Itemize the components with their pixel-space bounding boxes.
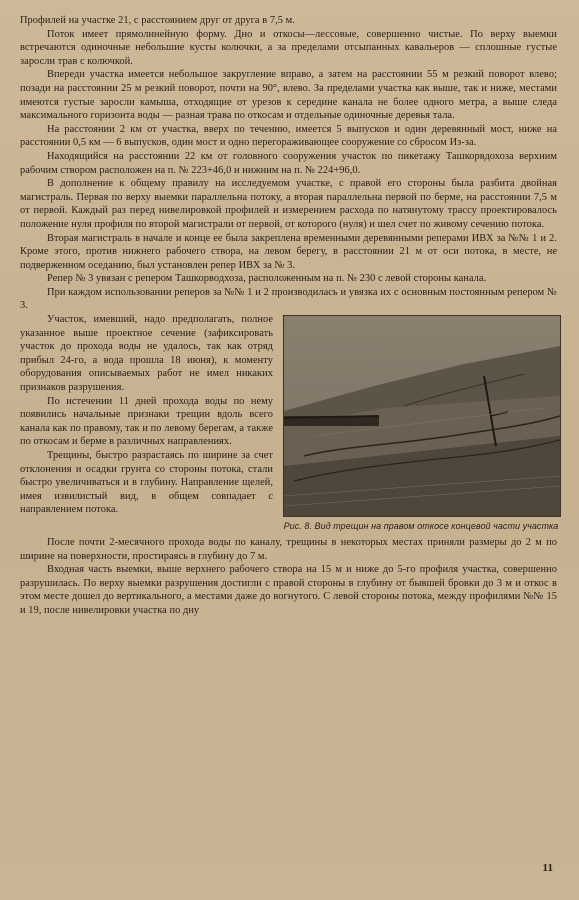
paragraph: Участок, имевший, надо предполагать, полное указанное выше проектное сечение (зафиксировать участок до прохода воды не удалось, так как отряд прибыл 24-го, а вода прошла 18 июня), к моменту оборудования описываемых работ не имел никаких признаков разрушения. xyxy=(20,314,273,394)
paragraph: Трещины, быстро разрастаясь по ширине за счет отклонения и осадки грунта со стороны потока, стали быстро увеличиваться и в глубину. Направление щелей, имея извилистый вид, в общем совпадает с направлением потока. xyxy=(20,450,273,516)
paragraph: Входная часть выемки, выше верхнего рабочего створа на 15 м и ниже до 5-го профиля участка, совершенно разрушилась. По верху выемки разрушения достигли с правой стороны в глубину от бывшей бровки до 3 м и откос в этом месте дошел до вертикального, а местами даже до вогнутого. С левой стороны потока, между профилями №№ 15 и 19, после нивелировки участка по дну xyxy=(20,564,557,617)
paragraph: По истечении 11 дней прохода воды по нему появились начальные признаки трещин вдоль всего канала как по правому, так и по левому берегам, а также по откосам и берме в различных направлениях. xyxy=(20,395,273,448)
paragraph: Поток имеет прямолинейную форму. Дно и откосы—лессовые, совершенно чистые. По верху выемки встречаются одиночные небольшие кусты колючки, а за пределами отсыпанных кавальеров — сплошные густые заросли трав с колючкой. xyxy=(20,28,557,67)
figure-caption: Рис. 8. Вид трещин на правом откосе концевой части участка xyxy=(283,521,559,532)
paragraph: На расстоянии 2 км от участка, вверх по течению, имеется 5 выпусков и один деревянный мост, ниже на расстоянии 0,5 км — 6 выпусков, один мост и одно перегораживающее сооружение со сбросом Из-за. xyxy=(20,123,557,149)
paragraph: Находящийся на расстоянии 22 км от головного сооружения участок по пикетажу Ташкорвдохоза верхним рабочим створом расположен на п. № 223+46,0 и нижним на п. № 224+96,0. xyxy=(20,150,557,176)
paragraph: Впереди участка имеется небольшое закругление вправо, а затем на расстоянии 55 м резкий поворот влево; позади на расстоянии 25 м резкий поворот, почти на 90°, влево. За пределами участка как выше, так и ниже, местами имеются густые заросли камыша, отходящие от урезов к середине канала не более одного метра, а выше следа максимального горизонта воды — разная трава по откосам и отдельные одиночные деревья тала. xyxy=(20,69,557,122)
paragraph: Репер № 3 увязан с репером Ташкорводхоза, расположенным на п. № 230 с левой стороны канала. xyxy=(47,273,487,285)
crack-photo xyxy=(283,315,561,517)
paragraph: После почти 2-месячного прохода воды по каналу, трещины в некоторых местах приняли размеры до 2 м по ширине на поверхности, простираясь в глубину до 7 м. xyxy=(20,537,557,562)
paragraph: Профилей на участке 21, с расстоянием друг от друга в 7,5 м. xyxy=(20,15,295,26)
paragraph: Вторая магистраль в начале и конце ее была закреплена временными деревянными реперами ИВХ за №№ 1 и 2. Кроме этого, против нижнего рабочего створа, на левом берегу, в расстоянии 21 м от оси потока, в месте, не подверженном оседанию, был установлен репер ИВХ за № 3. xyxy=(20,232,557,271)
page-number: 11 xyxy=(542,862,553,875)
paragraph: При каждом использовании реперов за №№ 1 и 2 производилась и увязка их с основным постоянным репером № 3. xyxy=(20,286,557,312)
figure xyxy=(283,315,559,532)
paragraph: В дополнение к общему правилу на исследуемом участке, с правой его стороны была разбита двойная магистраль. Первая по верху выемки параллельна потоку, а вторая параллельна первой по берме, на расстоянии 7,5 м от первой. Каждый раз перед нивелировкой профилей и измерением расхода по натянутому трассу проектировалось положение нуля профиля по второй магистрали от первой, от которого (нуля) и шел счет по живому сечению потока. xyxy=(20,178,557,230)
